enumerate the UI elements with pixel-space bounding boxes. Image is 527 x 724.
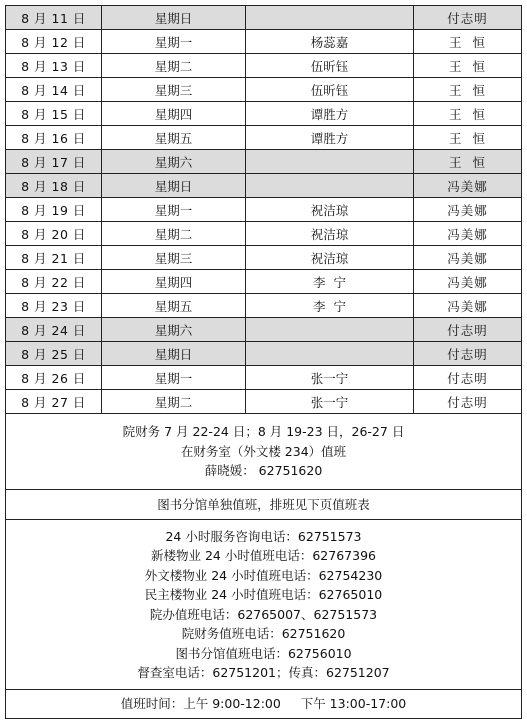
duty-hours [6,690,521,718]
leader-cell: 王 恒 [449,34,486,50]
weekday-cell: 星期一 [102,366,246,389]
leader-cell: 冯美娜 [447,250,488,266]
date-cell: 8 月 19 日 [6,198,102,221]
duty-hours-text: 值班时间：上午 9:00-12:00 下午 13:00-17:00 [120,696,407,712]
schedule-row [6,150,521,174]
leader-cell: 王 恒 [449,130,486,146]
phone-line: 院财务值班电话：62751620 [181,626,346,641]
leader-cell: 付志明 [447,370,488,386]
leader-cell: 冯美娜 [447,202,488,218]
leader-cell: 冯美娜 [447,274,488,290]
schedule-row [6,390,521,414]
date-cell: 8 月 20 日 [6,222,102,245]
weekday-cell: 星期日 [102,6,246,29]
staff-cell [246,174,414,197]
staff-cell: 祝洁琼 [246,222,414,245]
weekday-cell: 星期一 [102,198,246,221]
date-cell: 8 月 24 日 [6,318,102,341]
leader-cell: 付志明 [447,322,488,338]
leader-cell: 王 恒 [449,58,486,74]
weekday-cell: 星期四 [102,270,246,293]
library-note-text: 图书分馆单独值班，排班见下页值班表 [157,496,370,512]
leader-cell: 冯美娜 [447,226,488,242]
schedule-row [6,102,521,126]
weekday-cell: 星期二 [102,222,246,245]
schedule-row [6,318,521,342]
phone-line: 督查室电话：62751201；传真：62751207 [137,665,390,680]
staff-cell: 杨蕊嘉 [246,30,414,53]
weekday-cell: 星期五 [102,294,246,317]
weekday-cell: 星期六 [102,318,246,341]
date-cell: 8 月 25 日 [6,342,102,365]
leader-cell: 王 恒 [449,106,486,122]
date-cell: 8 月 13 日 [6,54,102,77]
finance-duty-note [6,414,521,490]
staff-cell: 谭胜方 [246,102,414,125]
staff-cell [246,342,414,365]
phone-list [6,520,521,690]
staff-cell: 李 宁 [246,294,414,317]
weekday-cell: 星期五 [102,126,246,149]
leader-cell: 冯美娜 [447,178,488,194]
schedule-row [6,198,521,222]
weekday-cell: 星期日 [102,174,246,197]
weekday-cell: 星期日 [102,342,246,365]
staff-cell: 伍昕钰 [246,78,414,101]
date-cell: 8 月 16 日 [6,126,102,149]
schedule-row [6,126,521,150]
schedule-row [6,222,521,246]
staff-cell [246,150,414,173]
staff-cell: 祝洁琼 [246,198,414,221]
date-cell: 8 月 27 日 [6,390,102,413]
phone-line: 民主楼物业 24 小时值班电话：62765010 [144,587,383,602]
schedule-row [6,174,521,198]
schedule-row [6,342,521,366]
schedule-row [6,294,521,318]
leader-cell: 王 恒 [449,82,486,98]
finance-note-line-3: 薛晓媛： 62751620 [204,463,323,479]
schedule-row [6,270,521,294]
weekday-cell: 星期三 [102,246,246,269]
phone-line: 24 小时服务咨询电话：62751573 [165,528,362,544]
date-cell: 8 月 12 日 [6,30,102,53]
phone-line: 外文楼物业 24 小时值班电话：62754230 [144,567,383,583]
leader-cell: 王 恒 [449,154,486,170]
staff-cell: 李 宁 [246,270,414,293]
staff-cell [246,318,414,341]
leader-cell: 付志明 [447,346,488,362]
phone-line: 图书分馆值班电话：62756010 [175,645,352,661]
schedule-row [6,78,521,102]
date-cell: 8 月 14 日 [6,78,102,101]
schedule-row [6,246,521,270]
finance-note-line-2: 在财务室（外文楼 234）值班 [180,443,347,459]
leader-cell: 付志明 [447,10,488,26]
schedule-row [6,30,521,54]
staff-cell: 祝洁琼 [246,246,414,269]
date-cell: 8 月 26 日 [6,366,102,389]
leader-cell: 冯美娜 [447,298,488,314]
staff-cell: 谭胜方 [246,126,414,149]
staff-cell: 张一宁 [246,366,414,389]
weekday-cell: 星期二 [102,390,246,413]
date-cell: 8 月 15 日 [6,102,102,125]
weekday-cell: 星期二 [102,54,246,77]
duty-schedule-table [5,5,522,719]
date-cell: 8 月 23 日 [6,294,102,317]
staff-cell: 张一宁 [246,390,414,413]
phone-line: 新楼物业 24 小时值班电话：62767396 [151,548,376,563]
date-cell: 8 月 18 日 [6,174,102,197]
schedule-row [6,6,521,30]
weekday-cell: 星期一 [102,30,246,53]
weekday-cell: 星期四 [102,102,246,125]
leader-cell: 付志明 [447,394,488,410]
staff-cell [246,6,414,29]
schedule-row [6,366,521,390]
staff-cell: 伍昕钰 [246,54,414,77]
library-note [6,490,521,520]
date-cell: 8 月 21 日 [6,246,102,269]
date-cell: 8 月 11 日 [6,6,102,29]
weekday-cell: 星期三 [102,78,246,101]
date-cell: 8 月 22 日 [6,270,102,293]
schedule-row [6,54,521,78]
phone-line: 院办值班电话：62765007、62751573 [149,606,378,622]
weekday-cell: 星期六 [102,150,246,173]
finance-note-line-1: 院财务 7 月 22-24 日；8 月 19-23 日，26-27 日 [122,424,405,440]
date-cell: 8 月 17 日 [6,150,102,173]
